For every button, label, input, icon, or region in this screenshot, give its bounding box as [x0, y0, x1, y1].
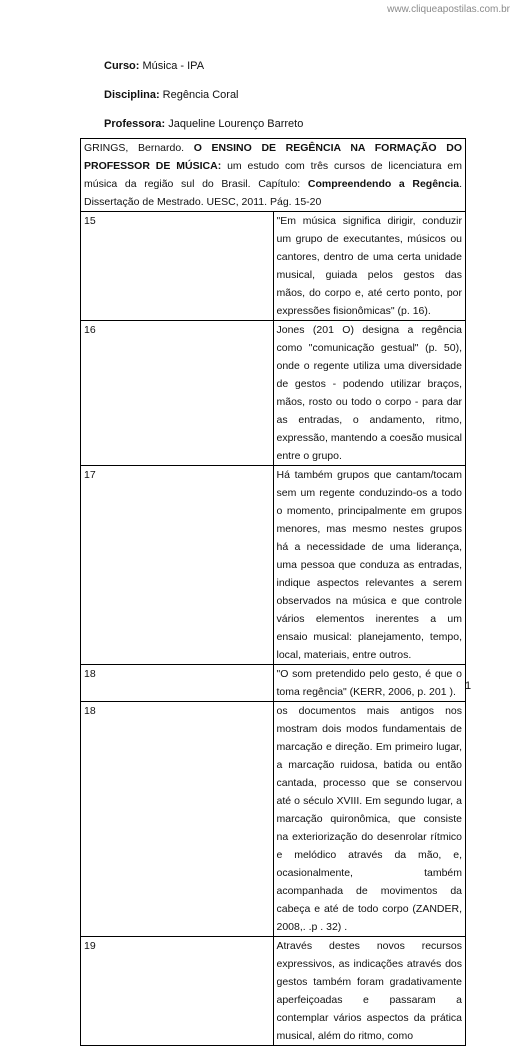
- quote-cell: "O som pretendido pelo gesto, é que o toma regência" (KERR, 2006, p. 201 ).: [273, 665, 466, 702]
- page-cell: 18: [81, 665, 274, 702]
- table-row: [81, 702, 466, 937]
- page-cell: 15: [81, 212, 274, 321]
- watermark-url: www.cliqueapostilas.com.br: [387, 4, 510, 15]
- discipline-line: [104, 88, 239, 102]
- course-line: [104, 59, 204, 73]
- discipline-value: Regência Coral: [159, 89, 239, 101]
- page-number: 1: [465, 680, 472, 692]
- discipline-label: Disciplina:: [104, 89, 160, 101]
- quote-cell: os documentos mais antigos nos mostram dois modos fundamentais de marcação e direção. Em primeiro lugar, a marcação ruidosa, batida ou então cantada, processo que se conservou até o século XVIII. Em segundo lugar, a marcação quironômica, que consiste na exteriorização do desenrolar rítmico e melódico através da mão, e, ocasionalmente, também acompanhada de movimentos da cabeça e até de todo corpo (ZANDER, 2008,. .p . 32) .: [273, 702, 466, 937]
- quote-cell: Jones (201 O) designa a regência como "comunicação gestual" (p. 50), onde o regente utiliza uma diversidade de gestos - podendo utilizar braços, mãos, rosto ou todo o corpo - para dar as entradas, o andamento, ritmo, expressão, mantendo a coesão musical entre o grupo.: [273, 321, 466, 466]
- teacher-line: [104, 117, 303, 131]
- quote-cell: Através destes novos recursos expressivos, as indicações através dos gestos também foram gradativamente aperfeiçoadas e passaram a contemplar vários aspectos da prática musical, além do ritmo, como: [273, 937, 466, 1046]
- reference-chapter: Compreendendo a Regência: [307, 178, 460, 190]
- table-row: [81, 937, 466, 1046]
- teacher-value: Jaqueline Lourenço Barreto: [165, 118, 304, 130]
- table-row: [81, 665, 466, 702]
- citation-table: [80, 138, 466, 1046]
- course-value: Música - IPA: [139, 60, 205, 72]
- table-row: [81, 321, 466, 466]
- page-cell: 17: [81, 466, 274, 665]
- table-row: [81, 212, 466, 321]
- page-cell: 19: [81, 937, 274, 1046]
- teacher-label: Professora:: [104, 118, 166, 130]
- page-cell: 16: [81, 321, 274, 466]
- quote-cell: Há também grupos que cantam/tocam sem um regente conduzindo-os a todo o momento, principalmente em grupos menores, mas mesmo nestes grupos há a necessidade de uma liderança, uma pessoa que conduza as entradas, indique aspectos relevantes a serem observados na música e que controle vários elementos inerentes a um ensaio musical: planejamento, tempo, local, materiais, entre outros.: [273, 466, 466, 665]
- page-cell: 18: [81, 702, 274, 937]
- quote-cell: "Em música significa dirigir, conduzir um grupo de executantes, músicos ou cantores, dentro de uma certa unidade musical, guiada pelos gestos das mãos, do corpo e, até certo ponto, por expressões fisionômicas" (p. 16).: [273, 212, 466, 321]
- reference-row: [81, 139, 466, 212]
- reference-cell: [81, 139, 466, 212]
- course-label: Curso:: [104, 60, 140, 72]
- reference-author: GRINGS, Bernardo.: [84, 142, 194, 154]
- reference-subtitle: um estudo com três cursos de licenciatura em música da região sul do Brasil. Capítulo:: [84, 160, 463, 190]
- reference-tail: . Dissertação de Mestrado. UESC, 2011. Pág. 15-20: [84, 178, 462, 208]
- table-row: [81, 466, 466, 665]
- reference-title: O ENSINO DE REGÊNCIA NA FORMAÇÃO DO PROFESSOR DE MÚSICA:: [84, 142, 462, 172]
